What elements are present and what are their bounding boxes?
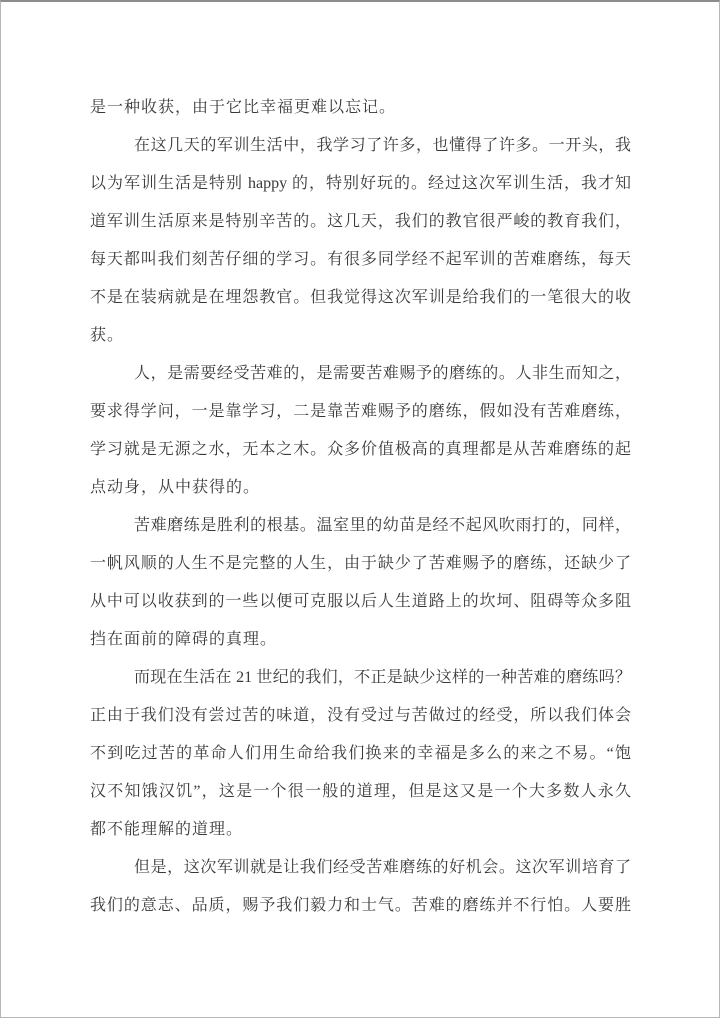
text-line: 都不能理解的道理。 xyxy=(90,821,244,838)
text-line: 学习就是无源之水，无本之木。众多价值极高的真理都是从苦难磨练的起 xyxy=(90,441,631,458)
paragraph xyxy=(90,849,631,925)
paragraph xyxy=(90,89,631,127)
text-line: 人，是需要经受苦难的，是需要苦难赐予的磨练的。人非生而知之， xyxy=(134,365,631,382)
text-line: 点动身，从中获得的。 xyxy=(90,479,261,496)
text-line: 每天都叫我们刻苦仔细的学习。有很多同学经不起军训的苦难磨练，每天 xyxy=(90,251,631,268)
text-line: 而现在生活在 21 世纪的我们，不正是缺少这样的一种苦难的磨练吗？ xyxy=(134,669,631,686)
text-line: 道军训生活原来是特别辛苦的。这几天，我们的教官很严峻的教育我们， xyxy=(90,213,631,230)
text-line: 以为军训生活是特别 happy 的，特别好玩的。经过这次军训生活，我才知 xyxy=(90,175,631,192)
paragraph xyxy=(90,355,631,507)
text-line: 获。 xyxy=(90,327,125,344)
text-line: 但是，这次军训就是让我们经受苦难磨练的好机会。这次军训培育了 xyxy=(134,859,631,876)
text-line: 挡在面前的障碍的真理。 xyxy=(90,631,278,648)
text-line: 在这几天的军训生活中，我学习了许多，也懂得了许多。一开头，我 xyxy=(134,137,631,154)
text-line: 汉不知饿汉饥”，这是一个很一般的道理，但是这又是一个大多数人永久 xyxy=(90,783,631,800)
paragraph xyxy=(90,127,631,355)
text-line: 要求得学问，一是靠学习，二是靠苦难赐予的磨练，假如没有苦难磨练， xyxy=(90,403,631,420)
text-line: 不到吃过苦的革命人们用生命给我们换来的幸福是多么的来之不易。“饱 xyxy=(90,745,631,762)
paragraph xyxy=(90,659,631,849)
text-column xyxy=(90,89,631,925)
text-line: 我们的意志、品质，赐予我们毅力和士气。苦难的磨练并不行怕。人要胜 xyxy=(90,897,631,914)
text-line: 不是在装病就是在埋怨教官。但我觉得这次军训是给我们的一笔很大的收 xyxy=(90,289,631,306)
text-line: 苦难磨练是胜利的根基。温室里的幼苗是经不起风吹雨打的，同样， xyxy=(134,517,631,534)
text-line: 一帆风顺的人生不是完整的人生，由于缺少了苦难赐予的磨练，还缺少了 xyxy=(90,555,631,572)
text-line: 是一种收获，由于它比幸福更难以忘记。 xyxy=(90,99,397,116)
text-line: 正由于我们没有尝过苦的味道，没有受过与苦做过的经受，所以我们体会 xyxy=(90,707,631,724)
paragraph xyxy=(90,507,631,659)
text-line: 从中可以收获到的一些以便可克服以后人生道路上的坎坷、阻碍等众多阻 xyxy=(90,593,631,610)
